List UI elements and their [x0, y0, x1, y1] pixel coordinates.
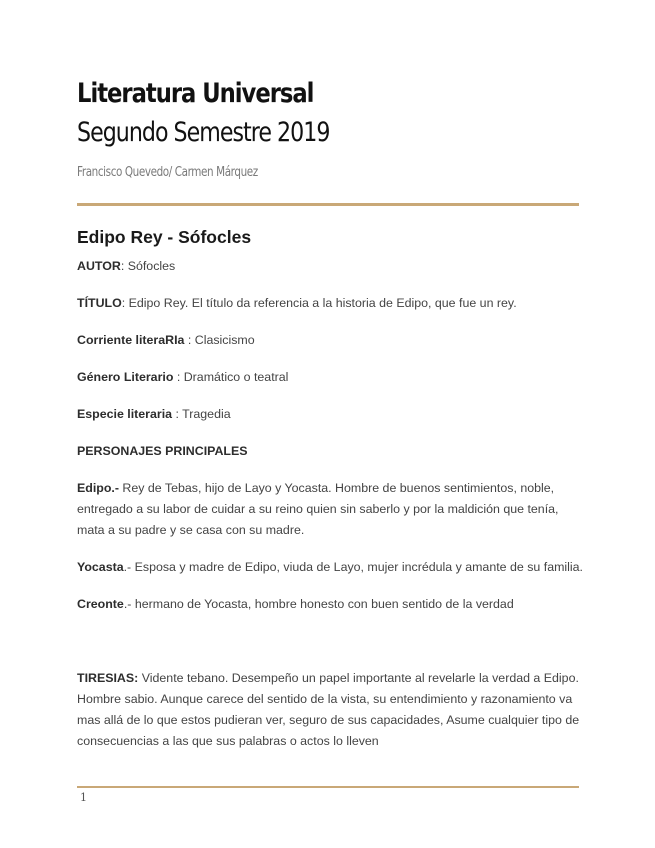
creonte-label: Creonte — [77, 597, 124, 611]
page-number: 1 — [80, 791, 87, 804]
document-subtitle: Segundo Semestre 2019 — [77, 117, 330, 148]
edipo-line-1: Edipo.- Rey de Tebas, hijo de Layo y Yocasta. Hombre de buenos sentimientos, noble, — [77, 481, 555, 495]
edipo-label: Edipo.- — [77, 481, 119, 495]
tiresias-line-2: Hombre sabio. Aunque carece del sentido de la vista, su entendimiento y razonamiento va — [77, 692, 573, 706]
field-genero — [77, 369, 288, 385]
field-especie-label: Especie literaria — [77, 407, 173, 421]
document-title: Literatura Universal — [77, 78, 314, 109]
creonte-line: Creonte.- hermano de Yocasta, hombre honesto con buen sentido de la verdad — [77, 597, 514, 611]
field-titulo — [77, 295, 517, 311]
field-autor-value: : Sófocles — [120, 259, 176, 273]
tiresias-line-1: TIRESIAS: Vidente tebano. Desempeño un papel importante al revelarle la verdad a Edipo. — [77, 671, 579, 685]
field-titulo-label: TÍTULO — [77, 296, 122, 310]
field-corriente — [77, 332, 255, 348]
footer-divider — [77, 786, 579, 788]
header-divider — [77, 203, 579, 206]
tiresias-label: TIRESIAS: — [77, 671, 139, 685]
document-authors: Francisco Quevedo/ Carmen Márquez — [77, 165, 258, 180]
section-title: Edipo Rey - Sófocles — [77, 227, 252, 247]
field-autor-label: AUTOR — [77, 259, 121, 273]
tiresias-line-4: consecuencias a las que sus palabras o actos lo lleven — [77, 734, 379, 748]
field-genero-label: Género Literario — [77, 370, 174, 384]
edipo-line-2: entregado a su labor de cuidar a su reino quien sin saberlo y por la maldición que tenía, — [77, 502, 559, 516]
field-especie — [77, 406, 231, 422]
field-titulo-value: : Edipo Rey. El título da referencia a la historia de Edipo, que fue un rey. — [121, 296, 517, 310]
personajes-heading: PERSONAJES PRINCIPALES — [77, 444, 248, 458]
field-especie-value: : Tragedia — [172, 407, 231, 421]
yocasta-label: Yocasta — [77, 560, 124, 574]
field-autor — [77, 258, 175, 274]
edipo-line-3: mata a su padre y se casa con su madre. — [77, 523, 305, 537]
field-genero-value: : Dramático o teatral — [173, 370, 289, 384]
yocasta-line: Yocasta.- Esposa y madre de Edipo, viuda de Layo, mujer incrédula y amante de su familia. — [77, 560, 583, 574]
tiresias-line-3: mas allá de lo que estos pudieran ver, seguro de sus capacidades, Asume cualquier tipo de — [77, 713, 580, 727]
field-corriente-value: : Clasicismo — [184, 333, 255, 347]
field-corriente-label: Corriente literaRIa — [77, 333, 185, 347]
